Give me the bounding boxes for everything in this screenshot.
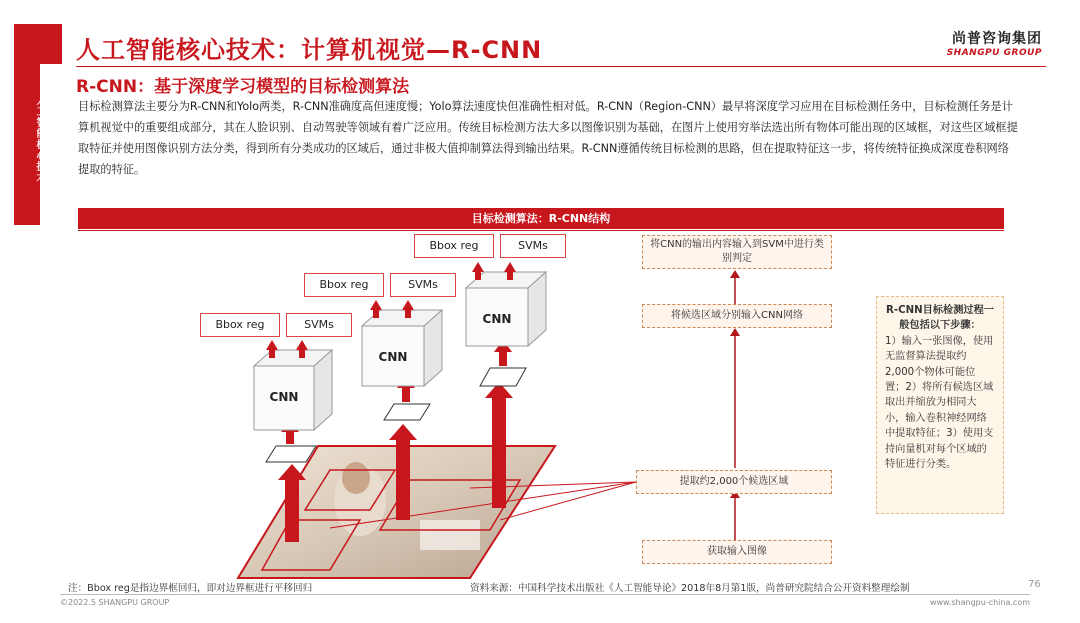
page-title: 人工智能核心技术：计算机视觉—R-CNN	[76, 36, 543, 64]
steps-panel-header: R-CNN目标检测过程一般包括以下步骤：	[886, 305, 994, 332]
flow-step-svm: 将CNN的输出内容输入到SVM中进行类别判定	[642, 235, 832, 269]
intro-paragraph: 目标检测算法主要分为R-CNN和Yolo两类，R-CNN准确度高但速度慢；Yolo算法速度快但准确性相对低。R-CNN（Region-CNN）最早将深度学习应用在目标检测任务中，目标检测任务是计算机视觉中的重要组成部分，其在人脸识别、自动驾驶等领域有着广泛应用。传统目标检测方法大多以图像识别为基础，在图片上使用穷举法选出所有物体可能出现的区域框，对这些区域框提取特征并使用图像识别方法分类，得到所有分类成功的区域后，通过非极大值抑制算法得到输出结果。R-CNN遵循传统目标检测的思路，但在提取特征这一步，将传统特征换成深度卷积网络提取的特征。	[78, 100, 1018, 176]
bbox-box-3: Bbox reg	[414, 234, 494, 258]
svm-box-3: SVMs	[500, 234, 566, 258]
source-note: 资料来源：中国科学技术出版社《人工智能导论》2018年8月第1版，尚普研究院结合公开资料整理绘制	[470, 583, 910, 594]
logo-cn: 尚普咨询集团	[952, 31, 1042, 47]
section-bar: 目标检测算法：R-CNN结构	[78, 208, 1004, 229]
steps-panel	[876, 296, 1004, 514]
website-link[interactable]: www.shangpu-china.com	[929, 598, 1030, 607]
bbox-box-1: Bbox reg	[200, 313, 280, 337]
flow-step-cnn: 将候选区域分别输入CNN网络	[642, 304, 832, 328]
footnote: 注：Bbox reg是指边界框回归，即对边界框进行平移回归	[68, 583, 313, 594]
bbox-box-2: Bbox reg	[304, 273, 384, 297]
logo-en: SHANGPU GROUP	[946, 48, 1042, 58]
svm-box-1: SVMs	[286, 313, 352, 337]
steps-panel-text: 1）输入一张图像，使用无监督算法提取约2,000个物体可能位置；2）将所有候选区域取出并缩放为相同大小，输入卷积神经网络中提取特征；3）使用支持向量机对每个区域的特征进行分类。	[885, 335, 994, 471]
page-number: 76	[1028, 579, 1041, 590]
page-subtitle: R-CNN：基于深度学习模型的目标检测算法	[76, 77, 410, 97]
cnn-cube-2	[362, 310, 442, 386]
cnn-label-2: CNN	[378, 350, 408, 364]
side-tab-label: 人工智能核心技术	[34, 95, 45, 183]
footer-rule	[60, 594, 1030, 595]
cnn-label-3: CNN	[482, 312, 512, 326]
cnn-cube-3	[466, 272, 546, 346]
flow-step-regions: 提取约2,000个候选区域	[636, 470, 832, 494]
copyright: ©2022.5 SHANGPU GROUP	[60, 598, 170, 607]
svm-box-2: SVMs	[390, 273, 456, 297]
cnn-label-1: CNN	[269, 390, 299, 404]
flow-step-input: 获取输入图像	[642, 540, 832, 564]
